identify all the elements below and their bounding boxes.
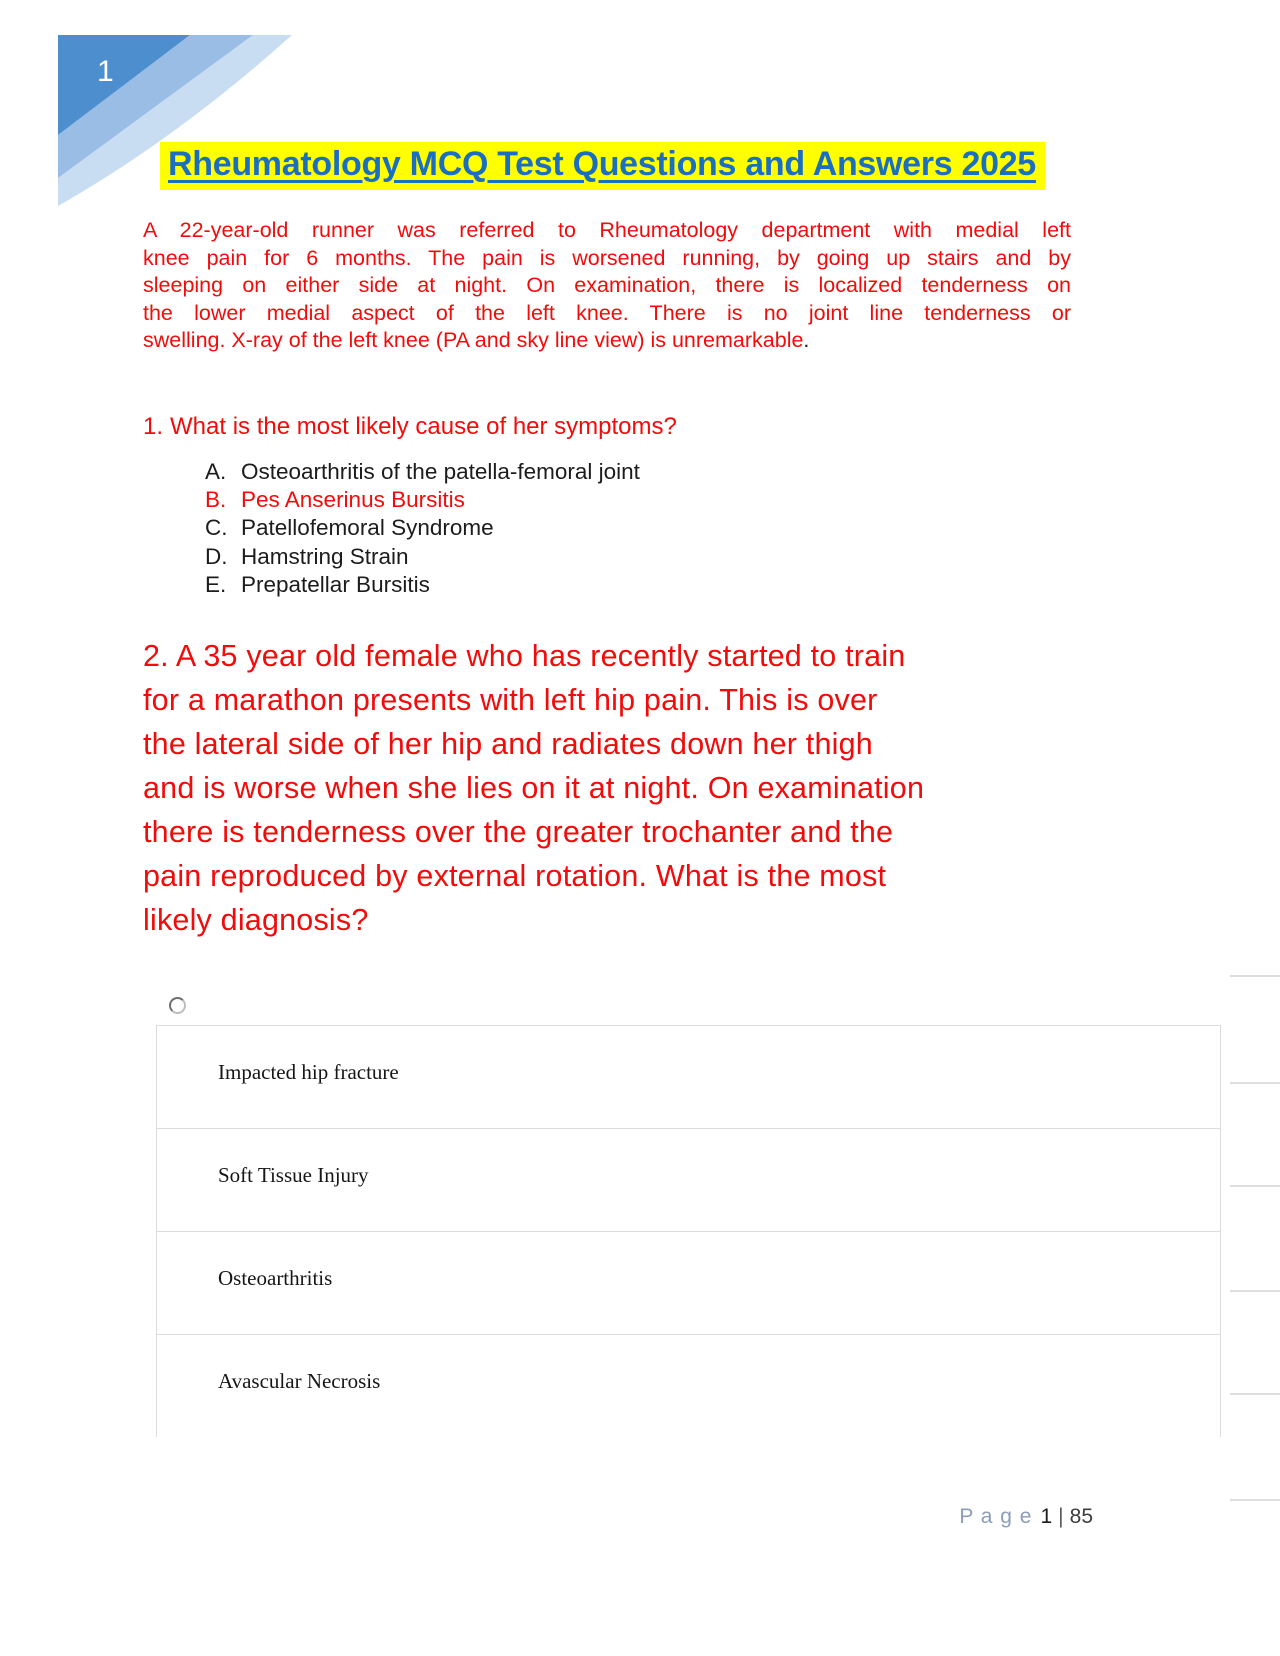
case-paragraph-line-3: sleeping on either side at night. On examination, there is localized tenderness on: [143, 273, 1071, 297]
question1-heading: [143, 413, 677, 441]
answer-option-row[interactable]: [157, 1232, 1220, 1335]
title-block: [160, 142, 1045, 190]
page-title: Rheumatology MCQ Test Questions and Answers 2025: [160, 142, 1045, 190]
case-paragraph-line-5-text: swelling. X-ray of the left knee (PA and sky line view) is unremarkable: [143, 328, 804, 352]
question1-number: 1.: [143, 413, 164, 440]
question2-line-3: the lateral side of her hip and radiates down her thigh: [143, 727, 873, 761]
page-edge-mark: [1230, 1290, 1280, 1292]
answer-option-label: Osteoarthritis: [218, 1266, 333, 1290]
question2-line-6: pain reproduced by external rotation. What is the most: [143, 859, 887, 893]
question2-line-7: likely diagnosis?: [143, 903, 369, 937]
question2-line-5: there is tenderness over the greater trochanter and the: [143, 815, 894, 849]
question2-line-2: for a marathon presents with left hip pain. This is over: [143, 683, 878, 717]
question1-option-letter: C.: [205, 515, 228, 541]
case-paragraph-final-period: .: [803, 328, 810, 352]
question1-option-letter: B.: [205, 487, 227, 513]
question2-line-1: 2. A 35 year old female who has recently started to train: [143, 639, 906, 673]
question2-text: [143, 634, 1103, 942]
answer-option-row[interactable]: [157, 1026, 1220, 1129]
question1-option-text: Prepatellar Bursitis: [241, 571, 430, 597]
answer-options-table: [156, 1025, 1221, 1437]
question1-option-letter: D.: [205, 543, 228, 569]
question1-option-C: [205, 514, 640, 542]
page-number-badge: 1: [97, 55, 114, 88]
question1-option-text: Hamstring Strain: [241, 543, 409, 569]
footer-page-label: P a g e: [959, 1505, 1033, 1528]
footer-total-pages: 85: [1069, 1505, 1093, 1528]
radio-option-1[interactable]: [169, 997, 186, 1014]
case-paragraph-line-2: knee pain for 6 months. The pain is worsened running, by going up stairs and by: [143, 245, 1071, 270]
answer-option-row[interactable]: [157, 1335, 1220, 1438]
answer-option-label: Soft Tissue Injury: [218, 1163, 369, 1187]
question1-option-text: Osteoarthritis of the patella-femoral joint: [241, 459, 640, 484]
answer-option-label: Avascular Necrosis: [218, 1369, 381, 1393]
footer-page-number: 1: [1040, 1505, 1053, 1528]
page-edge-mark: [1230, 1185, 1280, 1187]
page-footer: [959, 1505, 1093, 1529]
case-paragraph-line-5: [143, 327, 1071, 355]
question1-option-letter: E.: [205, 571, 227, 597]
question1-option-A: [205, 458, 640, 486]
question1-text: What is the most likely cause of her symptoms?: [170, 413, 677, 440]
question1-option-D: [205, 543, 640, 571]
question1-option-E: [205, 571, 640, 599]
question1-option-letter: A.: [205, 459, 227, 484]
question1-options: [205, 458, 640, 599]
case-paragraph: [143, 217, 1071, 355]
case-paragraph-line-1: A 22-year-old runner was referred to Rheumatology department with medial left: [143, 218, 1071, 242]
question1-option-text: Pes Anserinus Bursitis: [241, 487, 465, 513]
page-edge-mark: [1230, 1082, 1280, 1084]
question1-option-text: Patellofemoral Syndrome: [241, 515, 494, 541]
footer-separator: |: [1058, 1505, 1064, 1528]
answer-option-row[interactable]: [157, 1129, 1220, 1232]
page-edge-mark: [1230, 1393, 1280, 1395]
case-paragraph-line-4: the lower medial aspect of the left knee. There is no joint line tenderness or: [143, 300, 1071, 325]
page-edge-mark: [1230, 1499, 1280, 1501]
question1-option-B: [205, 486, 640, 514]
question2-line-4: and is worse when she lies on it at night. On examination: [143, 771, 925, 805]
page-edge-mark: [1230, 975, 1280, 977]
answer-option-label: Impacted hip fracture: [218, 1060, 399, 1084]
